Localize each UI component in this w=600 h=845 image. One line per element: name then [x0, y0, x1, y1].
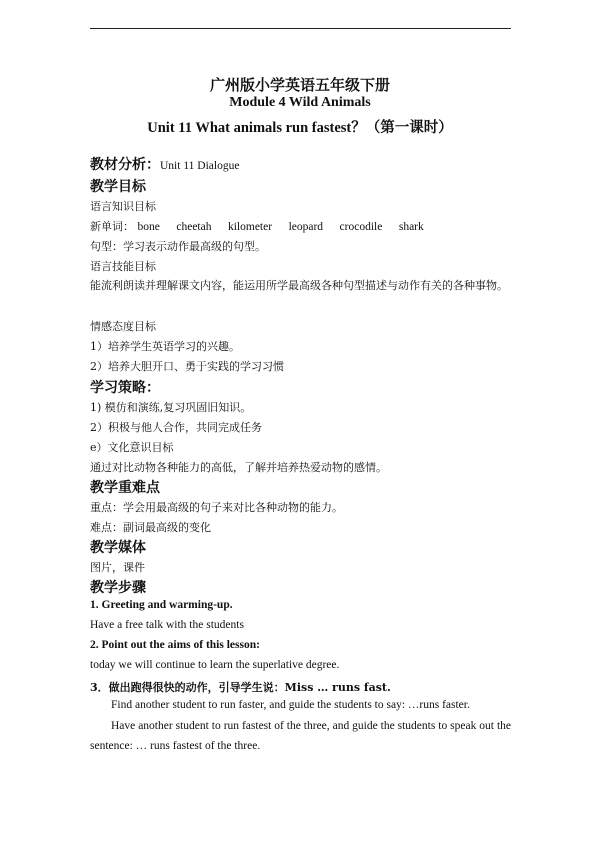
skill-text: 能流利朗读并理解课文内容，能运用所学最高级各种句型描述与动作有关的各种事物。	[90, 279, 508, 292]
vocab-word: leopard	[288, 221, 324, 233]
step-3-title: 3．做出跑得很快的动作，引导学生说：Miss … runs fast.	[90, 681, 391, 694]
step-3-paragraph: Find another student to run faster, and guide the students to say: …runs faster.	[111, 699, 470, 711]
strategy-item: 1) 模仿和演练,复习巩固旧知识。	[90, 401, 252, 414]
objectives-heading: 教学目标	[90, 179, 146, 195]
steps-heading: 教学步骤	[90, 580, 146, 596]
strategy-heading: 学习策略：	[90, 380, 160, 396]
step-1-title: 1. Greeting and warming-up.	[90, 599, 233, 611]
strategy-item: 2）积极与他人合作，共同完成任务	[90, 421, 262, 434]
analysis-value: Unit 11 Dialogue	[160, 160, 240, 172]
vocab-word: bone	[137, 221, 160, 233]
vocab-line	[90, 218, 424, 234]
knowledge-label: 语言知识目标	[90, 200, 156, 213]
vocab-word: crocodile	[339, 221, 383, 233]
culture-text: 通过对比动物各种能力的高低，了解并培养热爱动物的感情。	[90, 461, 387, 474]
attitude-item: 2）培养大胆开口、勇于实践的学习习惯	[90, 360, 284, 373]
strategy-item: e）文化意识目标	[90, 441, 174, 454]
analysis-line	[90, 154, 239, 174]
sentence-pattern: 句型：学习表示动作最高级的句型。	[90, 240, 266, 253]
vocab-word: cheetah	[176, 221, 212, 233]
key-points-heading: 教学重难点	[90, 480, 160, 496]
attitude-label: 情感态度目标	[90, 320, 156, 333]
attitude-item: 1）培养学生英语学习的兴趣。	[90, 340, 240, 353]
step-2-title: 2. Point out the aims of this lesson:	[90, 639, 260, 651]
step-1-text: Have a free talk with the students	[90, 619, 244, 631]
vocab-word: shark	[398, 221, 424, 233]
header-rule	[90, 28, 511, 29]
vocab-word: kilometer	[227, 221, 273, 233]
skill-label: 语言技能目标	[90, 260, 156, 273]
media-heading: 教学媒体	[90, 540, 146, 556]
module-title: Module 4 Wild Animals	[229, 95, 371, 110]
vocab-label: 新单词：	[90, 220, 134, 233]
difficult-point: 难点：副词最高级的变化	[90, 521, 211, 534]
key-point: 重点：学会用最高级的句子来对比各种动物的能力。	[90, 501, 343, 514]
document-title: 广州版小学英语五年级下册	[209, 76, 390, 94]
analysis-label: 教材分析：	[90, 157, 160, 173]
unit-title: Unit 11 What animals run fastest？（第一课时）	[147, 120, 453, 136]
step-3-paragraph: Have another student to run fastest of the three, and guide the students to speak out the sentence: … runs fastest of the three.	[90, 720, 511, 752]
media-text: 图片，课件	[90, 561, 145, 574]
step-2-text: today we will continue to learn the superlative degree.	[90, 659, 340, 671]
